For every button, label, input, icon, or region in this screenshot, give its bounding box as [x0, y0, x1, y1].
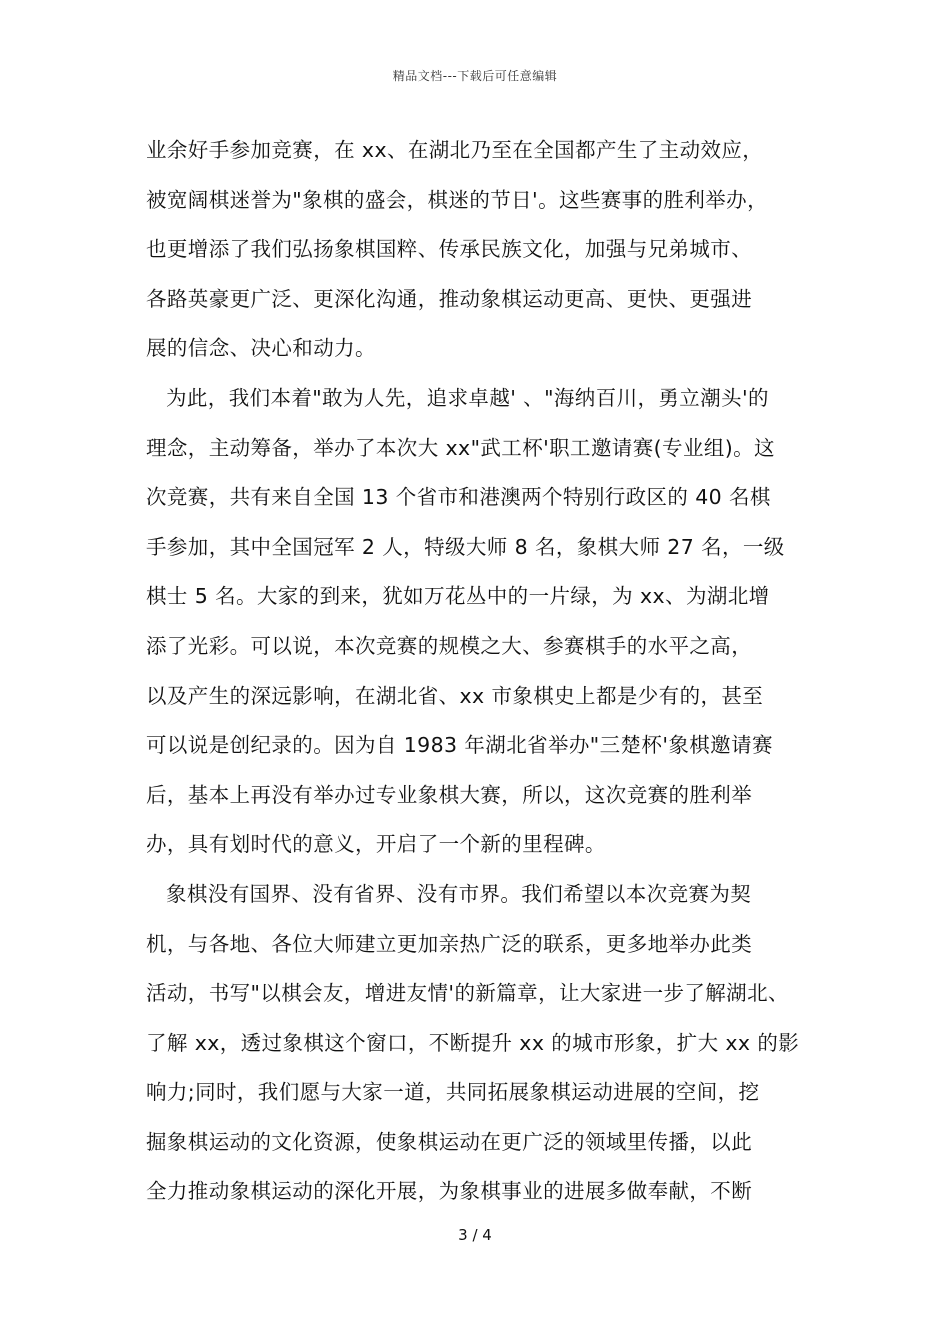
text-line: 被宽阔棋迷誉为"象棋的盛会，棋迷的节日'。这些赛事的胜利举办，	[146, 187, 768, 212]
text-line: 了解 xx，透过象棋这个窗口，不断提升 xx 的城市形象，扩大 xx 的影	[146, 1030, 800, 1055]
text-line: 全力推动象棋运动的深化开展，为象棋事业的进展多做奉献，不断	[146, 1179, 753, 1204]
text-line: 各路英豪更广泛、更深化沟通，推动象棋运动更高、更快、更强进	[146, 286, 753, 311]
text-line: 手参加，其中全国冠军 2 人，特级大师 8 名，象棋大师 27 名，一级	[146, 534, 785, 559]
text-line: 也更增添了我们弘扬象棋国粹、传承民族文化，加强与兄弟城市、	[146, 237, 753, 262]
text-line: 活动，书写"以棋会友，增进友情'的新篇章，让大家进一步了解湖北、	[146, 981, 789, 1006]
paragraph-start-line: 象棋没有国界、没有省界、没有市界。我们希望以本次竞赛为契	[166, 881, 752, 906]
text-line: 棋士 5 名。大家的到来，犹如万花丛中的一片绿，为 xx、为湖北增	[146, 584, 770, 609]
page-header: 精品文档---下载后可任意编辑	[392, 69, 558, 83]
text-line: 以及产生的深远影响，在湖北省、xx 市象棋史上都是少有的，甚至	[146, 683, 764, 708]
text-line: 办，具有划时代的意义，开启了一个新的里程碑。	[146, 832, 606, 857]
paragraph-start-line: 为此，我们本着"敢为人先，追求卓越' 、"海纳百川，勇立潮头'的	[166, 385, 769, 410]
text-line: 理念，主动筹备，举办了本次大 xx"武工杯'职工邀请赛(专业组)。这	[146, 435, 775, 460]
document-body	[146, 126, 818, 1217]
text-line: 次竞赛，共有来自全国 13 个省市和港澳两个特别行政区的 40 名棋	[146, 485, 771, 510]
page-number: 3 / 4	[458, 1226, 492, 1244]
text-line: 业余好手参加竞赛，在 xx、在湖北乃至在全国都产生了主动效应，	[146, 138, 764, 162]
text-line: 展的信念、决心和动力。	[146, 336, 376, 361]
text-line: 可以说是创纪录的。因为自 1983 年湖北省举办"三楚杯'象棋邀请赛	[146, 733, 773, 758]
text-line: 机，与各地、各位大师建立更加亲热广泛的联系，更多地举办此类	[146, 931, 753, 956]
text-line: 响力;同时，我们愿与大家一道，共同拓展象棋运动进展的空间，挖	[146, 1080, 760, 1105]
text-line: 添了光彩。可以说，本次竞赛的规模之大、参赛棋手的水平之高，	[146, 633, 753, 658]
text-line: 掘象棋运动的文化资源，使象棋运动在更广泛的领域里传播，以此	[146, 1129, 753, 1154]
text-line: 后，基本上再没有举办过专业象棋大赛，所以，这次竞赛的胜利举	[146, 782, 753, 807]
